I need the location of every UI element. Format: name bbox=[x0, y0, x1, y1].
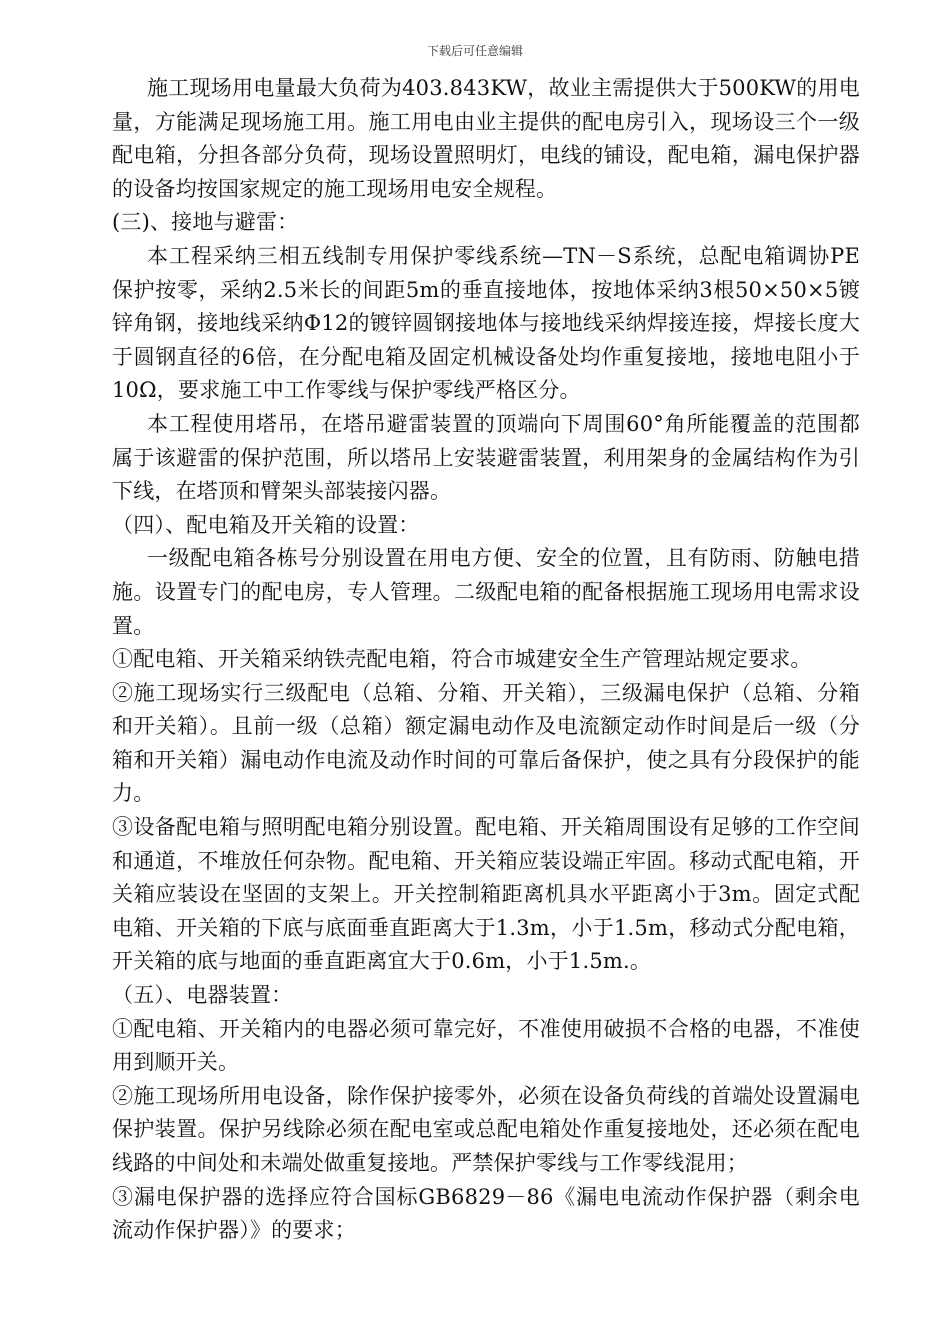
list-item-device-1: ①配电箱、开关箱内的电器必须可靠完好，不准使用破损不合格的电器，不准使用到顺开关。 bbox=[112, 1016, 860, 1075]
heading-grounding-lightning: (三)、接地与避雷： bbox=[112, 210, 299, 235]
list-item-box-1: ①配电箱、开关箱采纳铁壳配电箱，符合市城建安全生产管理站规定要求。 bbox=[112, 647, 812, 672]
paragraph-tower-crane-lightning: 本工程使用塔吊，在塔吊避雷装置的顶端向下周围60°角所能覆盖的范围都属于该避雷的保护范围，所以塔吊上安装避雷装置，利用架身的金属结构作为引下线，在塔顶和臂架头部装接闪器。 bbox=[112, 411, 860, 504]
heading-distribution-boxes: （四）、配电箱及开关箱的设置： bbox=[112, 512, 420, 537]
paragraph-power-load: 施工现场用电量最大负荷为403.843KW，故业主需提供大于500KW的用电量，方能满足现场施工用。施工用电由业主提供的配电房引入，现场设三个一级配电箱，分担各部分负荷，现场设置照明灯，电线的铺设，配电箱，漏电保护器的设备均按国家规定的施工现场用电安全规程。 bbox=[112, 76, 860, 201]
list-item-box-2: ②施工现场实行三级配电（总箱、分箱、开关箱），三级漏电保护（总箱、分箱和开关箱）。且前一级（总箱）额定漏电动作及电流额定动作时间是后一级（分箱和开关箱）漏电动作电流及动作时间的可靠后备保护，使之具有分段保护的能力。 bbox=[112, 680, 860, 806]
heading-electrical-devices: （五）、电器装置： bbox=[112, 983, 293, 1008]
list-item-box-3: ③设备配电箱与照明配电箱分别设置。配电箱、开关箱周围设有足够的工作空间和通道，不堆放任何杂物。配电箱、开关箱应装设端正牢固。移动式配电箱，开关箱应装设在坚固的支架上。开关控制箱距离机具水平距离小于3m。固定式配电箱、开关箱的下底与底面垂直距离大于1.3m，小于1.5m，移动式分配电箱，开关箱的底与地面的垂直距离宜大于0.6m，小于1.5m.。 bbox=[112, 815, 860, 974]
page-header: 下载后可任意编辑 bbox=[426, 44, 523, 58]
document-body bbox=[112, 72, 860, 1248]
paragraph-tn-s-system: 本工程采纳三相五线制专用保护零线系统—TN－S系统，总配电箱调协PE保护按零，采纳2.5米长的间距5m的垂直接地体，按地体采纳3根50×50×5镀锌角钢，接地线采纳Φ12的镀锌圆钢接地体与接地线采纳焊接连接，焊接长度大于圆钢直径的6倍，在分配电箱及固定机械设备处均作重复接地，接地电阻小于10Ω，要求施工中工作零线与保护零线严格区分。 bbox=[112, 243, 860, 403]
paragraph-primary-boxes: 一级配电箱各栋号分别设置在用电方便、安全的位置，且有防雨、防触电措施。设置专门的配电房，专人管理。二级配电箱的配备根据施工现场用电需求设置。 bbox=[112, 546, 860, 638]
list-item-device-2: ②施工现场所用电设备，除作保护接零外，必须在设备负荷线的首端处设置漏电保护装置。保护另线除必须在配电室或总配电箱处作重复接地处，还必须在配电线路的中间处和未端处做重复接地。严禁保护零线与工作零线混用； bbox=[112, 1083, 860, 1175]
list-item-device-3: ③漏电保护器的选择应符合国标GB6829－86《漏电电流动作保护器（剩余电流动作保护器）》的要求； bbox=[112, 1184, 860, 1243]
